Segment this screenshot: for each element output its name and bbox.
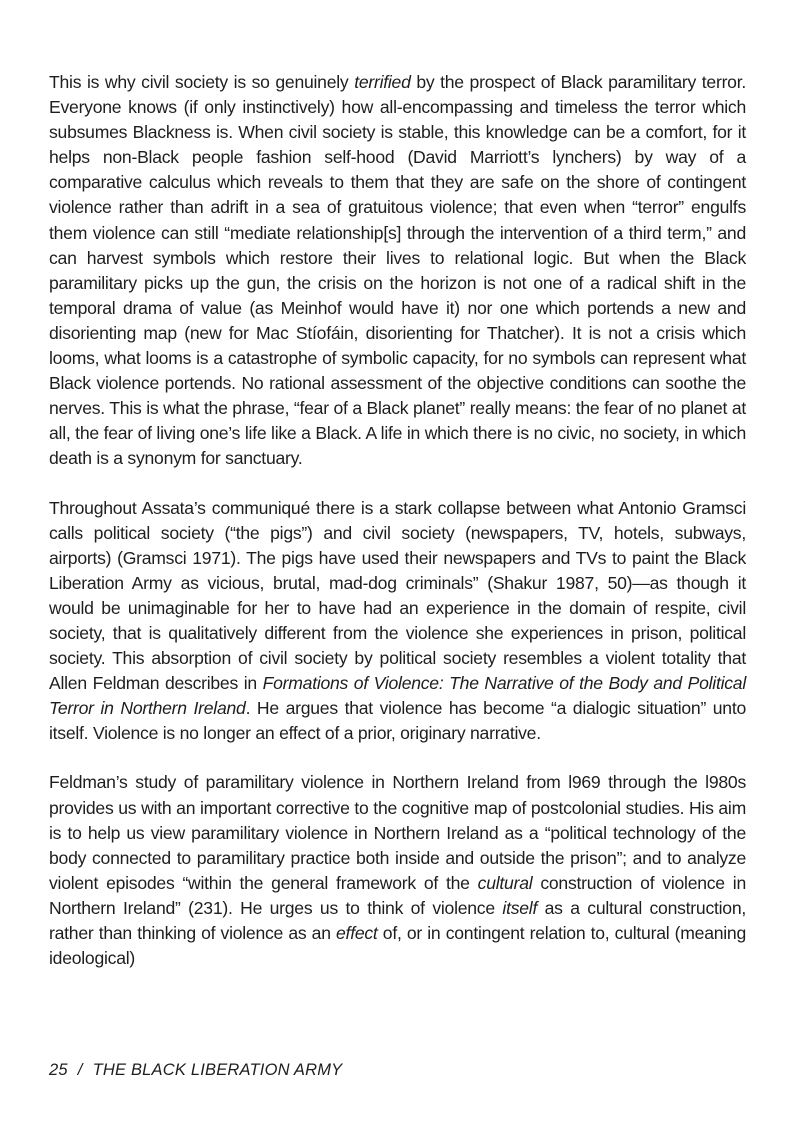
p1-run-1-italic: terrified (354, 72, 411, 92)
page-footer (49, 1061, 342, 1080)
p3-run-1-italic: cultural (477, 872, 533, 893)
body-text (49, 70, 746, 995)
p2-run-2: . He argues that violence has become “a dialogic situation” unto itself. Violence is no longer an effect of a prior, originary narrative. (49, 698, 746, 744)
footer-separator: / (77, 1061, 83, 1079)
page-number: 25 (49, 1061, 68, 1079)
p2-run-0: Throughout Assata’s communiqué there is a stark collapse between what Antonio Gramsci calls political society (“the pigs”) and civil society (newspapers, TV, hotels, subways, airports) (Gramsci 1971). The pigs have used their newspapers and TVs to paint the Black Liberation Army as vicious, brutal, mad-dog criminals” (Shakur 1987, 50)—as though it would be unimaginable for her to have had an experience in the domain of respite, civil society, that is qualitatively different from the violence she experiences in prison, political society. This absorption of civil society by political society resembles a violent totality that Allen Feldman describes in (49, 497, 746, 694)
p1-run-0: This is why civil society is so genuinely (49, 72, 355, 92)
p1-run-2: by the prospect of Black paramilitary terror. Everyone knows (if only instinctively) how all-encompassing and timeless the terror which subsumes Blackness is. When civil society is stable, this knowledge can be a comfort, for it helps non-Black people fashion self-hood (David Marriott’s lynchers) by way of a comparative calculus which reveals to them that they are safe on the shore of contingent violence rather than adrift in a sea of gratuitous violence; that even when “terror” engulfs them violence can still “mediate relationship[s] through the intervention of a third term,” and can harvest symbols which restore their lives to relational logic. But when the Black paramilitary picks up the gun, the crisis on the horizon is not one of a radical shift in the temporal drama of value (as Meinhof would have it) nor one which portends a new and disorienting map (new for Mac Stíofáin, disorienting for Thatcher). It is not a crisis which looms, what looms is a catastrophe of symbolic capacity, for no symbols can represent what Black violence portends. No rational assessment of the objective conditions can soothe the nerves. This is what the phrase, “fear of a Black planet” really means: the fear of no planet at all, the fear of living one’s life like a Black. A life in which there is no civic, no society, in which death is a synonym for sanctuary. (49, 72, 746, 469)
p2-run-1-italic: Formations of Violence: The Narrative of the Body and Political Terror in Northern Ireland (49, 673, 746, 719)
p3-run-4: as a cultural construction, rather than thinking of violence as an (49, 897, 746, 943)
paragraph-2 (49, 496, 746, 747)
p3-run-6: of, or in contingent relation to, cultural (meaning ideological) (49, 923, 747, 969)
p3-run-2: construction of violence in Northern Ireland” (231). He urges us to think of violence (49, 872, 746, 918)
paragraph-3 (49, 770, 746, 971)
running-title: THE BLACK LIBERATION ARMY (92, 1061, 343, 1079)
p3-run-3-italic: itself (502, 897, 538, 918)
p3-run-0: Feldman’s study of paramilitary violence in Northern Ireland from l969 through the l980s provides us with an important corrective to the cognitive map of postcolonial studies. His aim is to help us view paramilitary violence in Northern Ireland as a “political technology of the body connected to paramilitary practice both inside and outside the prison”; and to analyze violent episodes “within the general framework of the (49, 772, 746, 893)
p3-run-5-italic: effect (336, 923, 378, 943)
paragraph-1 (49, 70, 746, 472)
